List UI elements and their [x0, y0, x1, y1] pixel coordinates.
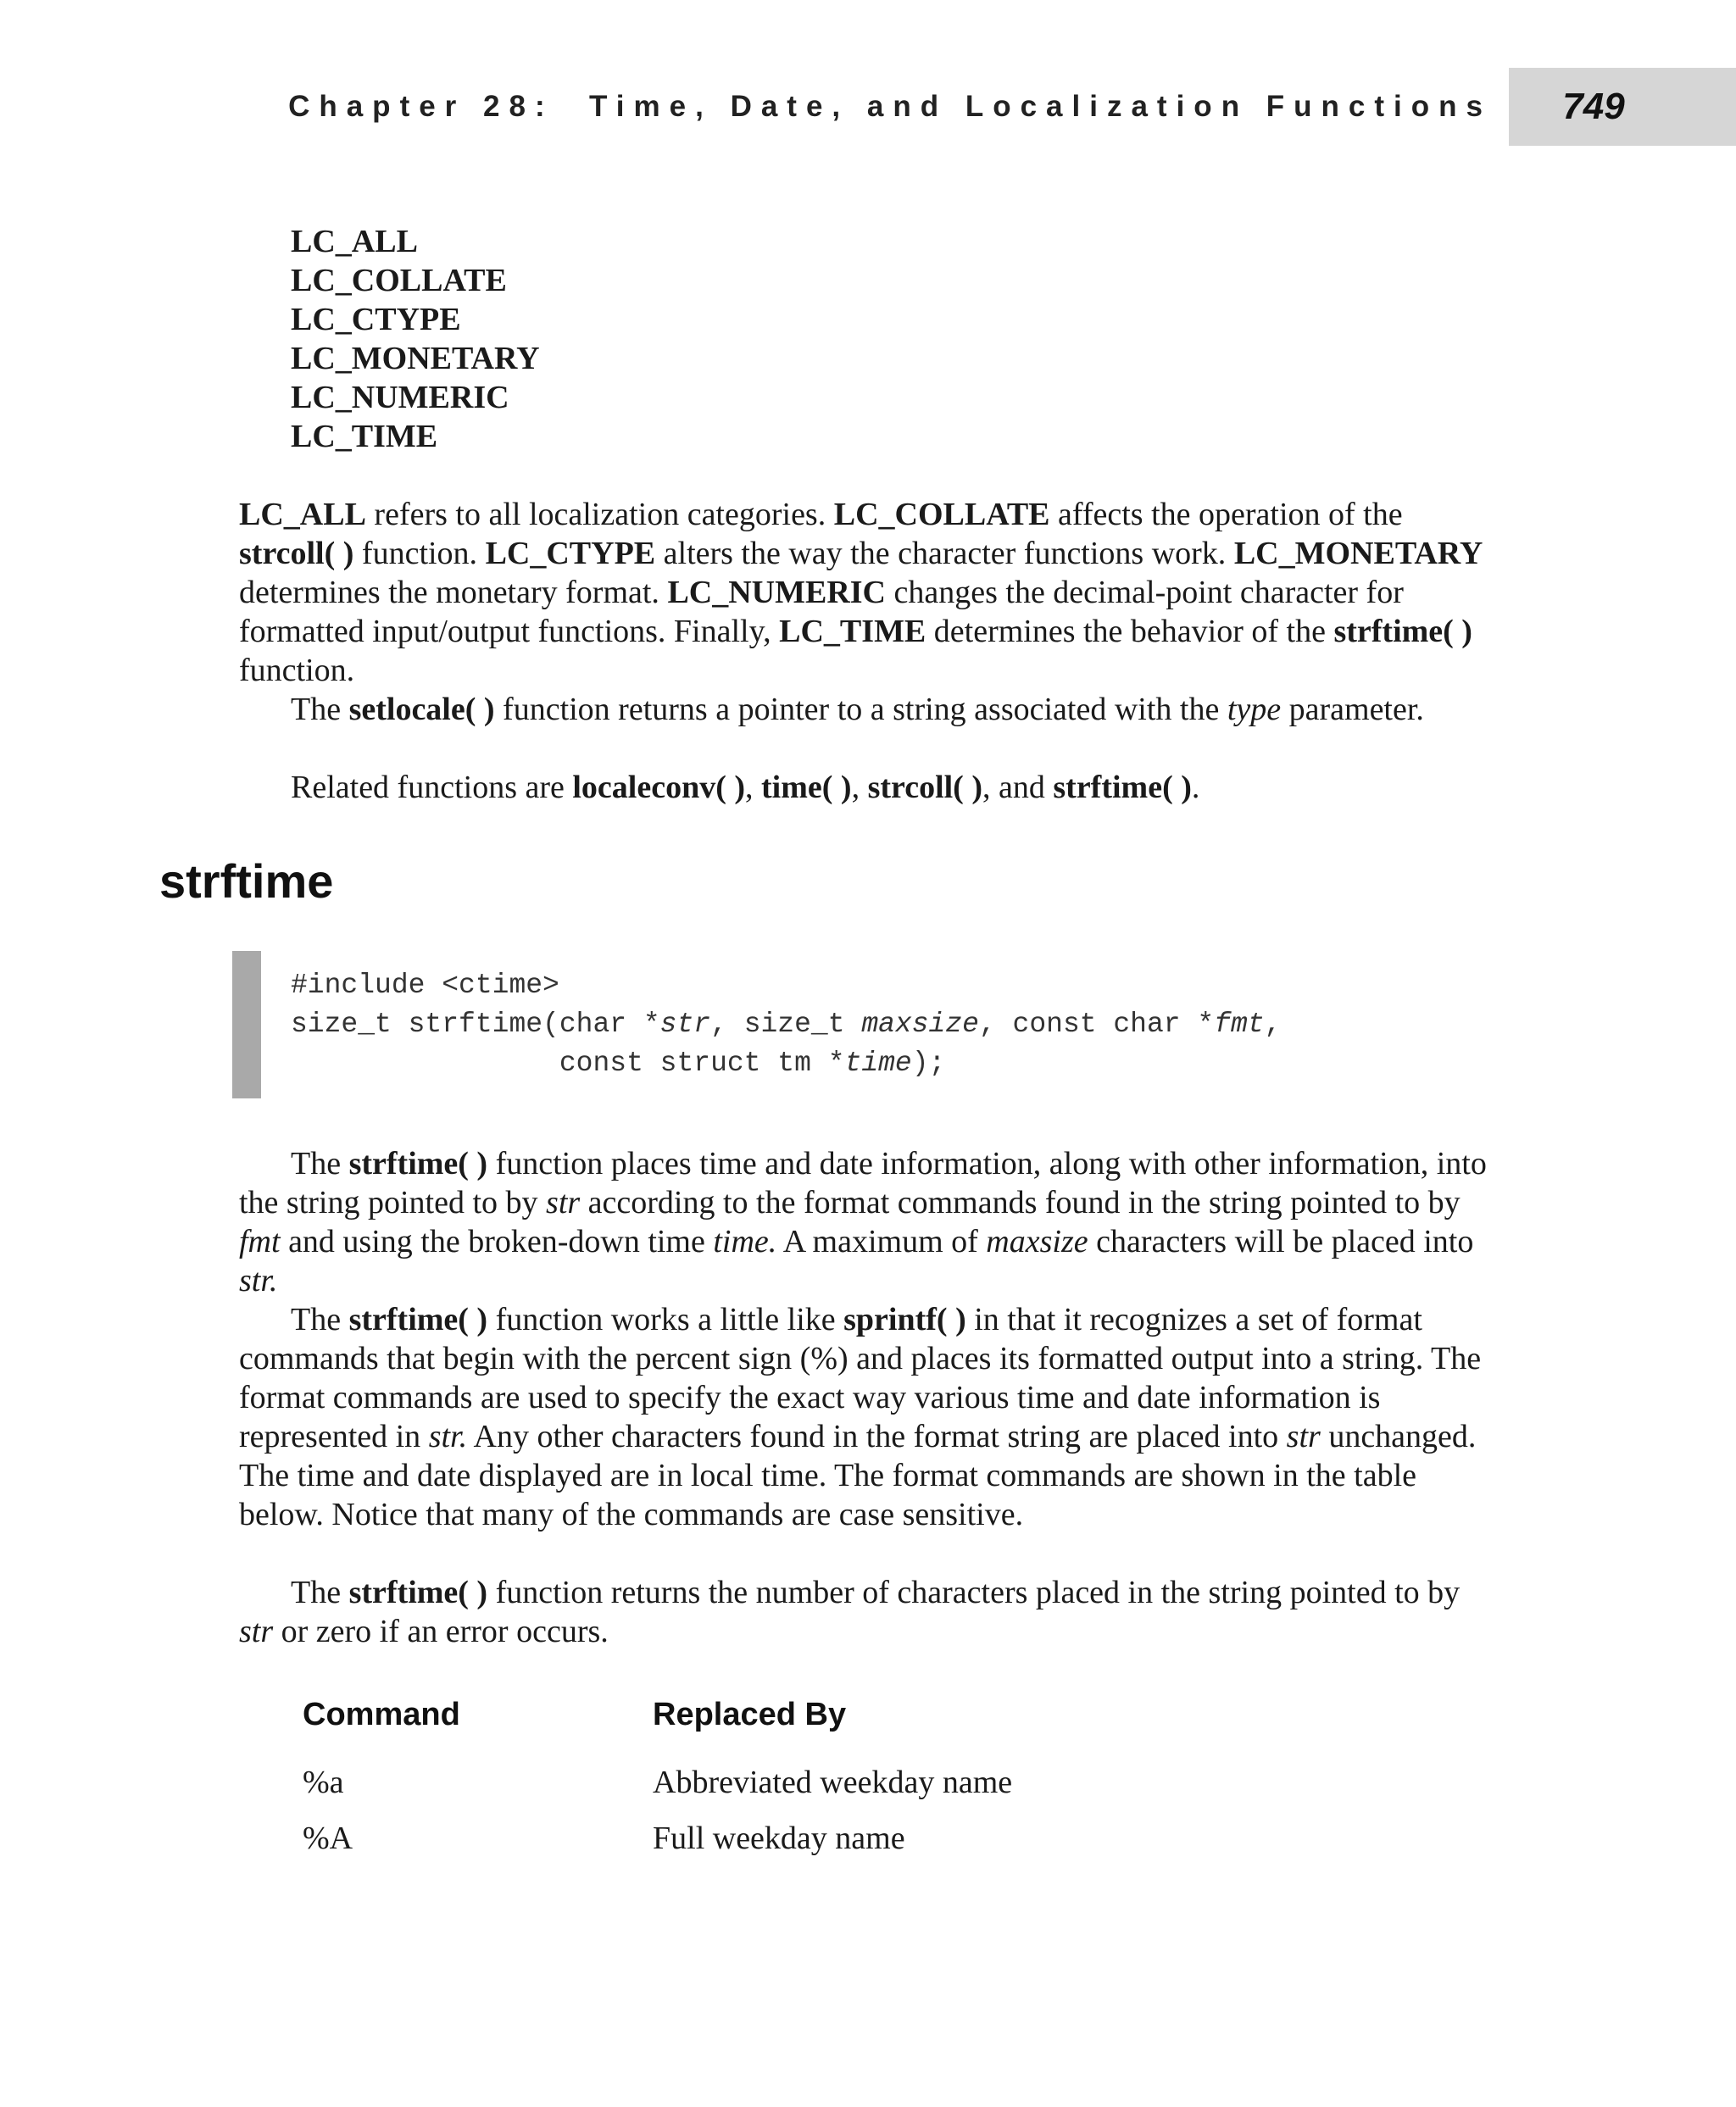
constant-lc-all: LC_ALL: [291, 224, 418, 259]
table-header-replaced-by: Replaced By: [653, 1697, 847, 1732]
table-cell-description: Full weekday name: [653, 1821, 905, 1856]
constant-lc-numeric: LC_NUMERIC: [291, 380, 509, 415]
table-cell-command: %A: [303, 1821, 353, 1856]
section-heading: strftime: [159, 854, 334, 908]
constant-lc-ctype: LC_CTYPE: [291, 302, 461, 337]
page-number: 749: [1562, 86, 1625, 127]
table-cell-description: Abbreviated weekday name: [653, 1765, 1013, 1800]
function-prototype-code: #include <ctime> size_t strftime(char *str, size_t maxsize, const char *fmt, const struct tm *time);: [291, 970, 1282, 1079]
constant-lc-collate: LC_COLLATE: [291, 263, 507, 298]
locale-constants-list: [291, 222, 540, 456]
return-value-paragraph: The strftime( ) function returns the number of characters placed in the string pointed to by str or zero if an error occurs.: [239, 1575, 1461, 1649]
strftime-description-paragraph: The strftime( ) function places time and date information, along with other information, into the string pointed to by str according to the format commands found in the string pointed to by fmt and using the broken-down time time. A maximum of maxsize characters will be placed into str.: [239, 1146, 1487, 1298]
categories-paragraph: LC_ALL refers to all localization categories. LC_COLLATE affects the operation of the strcoll( ) function. LC_CTYPE alters the way the character functions work. LC_MONETARY determines the monetary format. LC_NUMERIC changes the decimal-point character for formatted input/output functions. Finally, LC_TIME determines the behavior of the strftime( ) function.: [239, 497, 1483, 688]
format-commands-paragraph: The strftime( ) function works a little like sprintf( ) in that it recognizes a set of format commands that begin with the percent sign (%) and places its formatted output into a string. The format commands are used to specify the exact way various time and date information is represented in str. Any other characters found in the format string are placed into str unchanged. The time and date displayed are in local time. The format commands are shown in the table below. Notice that many of the commands are case sensitive.: [239, 1302, 1482, 1532]
running-head: Chapter 28: Time, Date, and Localization Functions: [288, 90, 1492, 123]
page-number-box: [1509, 68, 1736, 146]
related-functions-paragraph: Related functions are localeconv( ), time( ), strcoll( ), and strftime( ).: [291, 770, 1200, 805]
table-header-command: Command: [303, 1697, 460, 1732]
constant-lc-monetary: LC_MONETARY: [291, 341, 540, 376]
setlocale-return-paragraph: The setlocale( ) function returns a pointer to a string associated with the type parameter.: [291, 692, 1424, 727]
table-cell-command: %a: [303, 1765, 344, 1800]
code-block-bar: [232, 951, 261, 1098]
constant-lc-time: LC_TIME: [291, 419, 438, 454]
